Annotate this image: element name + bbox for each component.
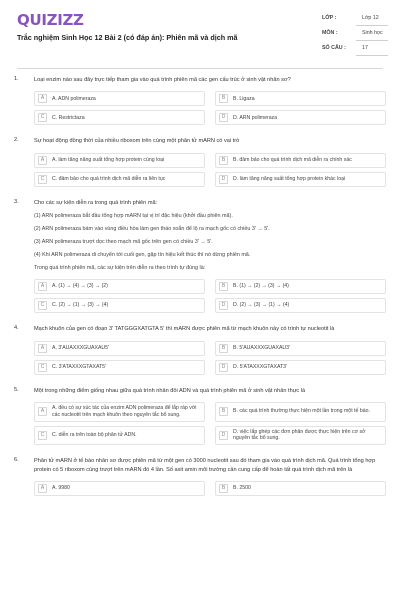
option-letter-box: B [219,94,228,103]
option-letter-box: D [219,301,228,310]
option-text: A. 3'AUAXXXGUAXAU5' [52,344,110,351]
question-text: Phân tử mARN ở tế bào nhân sơ được phiên mã từ một gen có 3000 nucleotit sau đó tham gia vào quá trình dịch mã. Quá trình tổng hợp protein có 5 riboxom cùng trượt trên mARN đó 4 lần. Số axit amin môi trường cần cung cấp để hoàn tất quá trình dịch mã trên là [34,458,376,473]
option-d[interactable] [215,360,386,375]
option-c[interactable] [34,110,205,125]
question-4 [14,325,386,374]
question-1 [14,76,386,125]
question-number: 4. [14,325,19,332]
option-text: D. 5'ATAXXXGTAXAT3' [233,363,288,370]
option-letter-box: C [38,363,47,372]
option-a[interactable] [34,153,205,168]
question-text: Sự hoạt động đồng thời của nhiều riboxom trên cùng một phân tử mARN có vai trò [34,138,240,145]
option-text: D. việc lắp ghép các đơn phân được thực hiện trên cơ sở nguyên tắc bổ sung. [233,428,366,442]
option-c[interactable] [34,360,205,375]
option-letter-box: A [38,156,47,165]
option-letter-box: A [38,344,47,353]
option-text: A. (1) → (4) → (3) → (2) [52,283,108,290]
option-b[interactable] [215,153,386,168]
question-prompt: Trong quá trình phiên mã, các sự kiện trên diễn ra theo trình tự đúng là: [34,265,206,272]
option-a[interactable] [34,279,205,294]
option-d[interactable] [215,172,386,187]
option-text: B. Ligaza [233,95,255,102]
option-d[interactable] [215,426,386,446]
event-statement: (1) ARN polimeraza bắt đầu tổng hợp mARN tại vị trí đặc hiệu (khởi đầu phiên mã). [34,213,233,220]
page-title: Trắc nghiệm Sinh Học 12 Bài 2 (có đáp án): Phiên mã và dịch mã [17,33,238,42]
question-text: Mạch khuôn của gen có đoạn 3' TATGGGXATGTA 5' thì mARN được phiên mã từ mạch khuôn này có trình tự nucleotit là [34,326,335,333]
event-statement: (2) ARN polimeraza bám vào vùng điều hòa làm gen tháo xoắn để lộ ra mạch gốc có chiều 3' → 5'. [34,226,270,233]
option-d[interactable] [215,110,386,125]
question-5 [14,387,386,446]
question-text: Loại enzim nào sau đây trực tiếp tham gia vào quá trình phiên mã các gen cấu trúc ở sinh vật nhân sơ? [34,77,291,83]
question-3 [14,199,386,313]
option-text: A. đều có sự xúc tác của enzim ADN polimeraza để lắp ráp với các nucleotit trên mạch khuôn theo nguyên tắc bổ sung. [52,405,197,418]
option-letter-box: B [219,344,228,353]
meta-value: Lớp 12 [362,15,379,21]
question-number: 5. [14,386,19,393]
option-letter-box: A [38,282,47,291]
option-b[interactable] [215,279,386,294]
option-text: D. (2) → (3) → (1) → (4) [233,302,290,309]
meta-underline [356,55,388,56]
answer-options [34,402,386,445]
answer-options [34,91,386,125]
option-letter-box: D [219,431,228,440]
question-text: Cho các sự kiện diễn ra trong quá trình phiên mã: [34,199,158,206]
meta-underline [356,40,388,41]
quizizz-logo: QUIZIZZ [17,11,84,29]
option-text: C. 3'ATAXXXGTAXAT5' [52,363,107,370]
meta-row-class [318,12,388,27]
option-d[interactable] [215,298,386,313]
option-text: A. 9980 [52,485,70,492]
meta-label: SỐ CÂU : [322,45,346,51]
option-letter-box: A [38,94,47,103]
question-number: 3. [14,198,19,205]
meta-underline [356,25,388,26]
option-b[interactable] [215,341,386,356]
option-b[interactable] [215,91,386,106]
option-a[interactable] [34,402,205,422]
option-text: A. ADN polimeraza [52,95,96,102]
question-number: 1. [14,76,19,82]
answer-options [34,481,386,496]
meta-label: MÔN : [322,30,338,36]
option-c[interactable] [34,426,205,446]
question-number: 2. [14,137,19,144]
header-divider [17,68,383,69]
option-a[interactable] [34,481,205,496]
option-a[interactable] [34,91,205,106]
question-list [0,76,400,508]
option-letter-box: A [38,407,47,416]
option-letter-box: C [38,175,47,184]
meta-label: LỚP : [322,15,337,21]
meta-value: Sinh học [362,30,383,36]
option-text: C. (2) → (1) → (3) → (4) [52,302,109,309]
answer-options [34,153,386,187]
option-text: B. đảm bảo cho quá trình dịch mã diễn ra chính xác [233,156,352,163]
question-6 [14,457,386,496]
option-text: C. đảm bảo cho quá trình dịch mã diễn ra liên tục [52,175,166,182]
option-text: D. làm tăng năng suất tổng hợp protein khác loại [233,175,346,182]
option-letter-box: D [219,113,228,122]
option-letter-box: C [38,113,47,122]
option-text: B. 5'AUAXXXGUAXAU3' [233,344,291,351]
option-letter-box: B [219,407,228,416]
option-text: B. (1) → (2) → (3) → (4) [233,283,289,290]
option-text: D. ARN polimeraza [233,114,278,121]
option-letter-box: B [219,156,228,165]
option-letter-box: B [219,282,228,291]
meta-row-question-count [318,42,388,57]
question-text: Một trong những điểm giống nhau giữa quá trình nhân đôi ADN và quá trình phiên mã ở sinh vật nhân thực là [34,387,306,394]
option-letter-box: D [219,175,228,184]
option-text: C. diễn ra trên toàn bộ phân tử ADN. [52,432,137,439]
option-text: C. Restrictaza [52,114,85,121]
event-statement: (3) ARN polimeraza trượt dọc theo mạch mã gốc trên gen có chiều 3' → 5'. [34,239,213,246]
event-statement: (4) Khi ARN polimeraza di chuyển tới cuối gen, gặp tín hiệu kết thúc thì nó dừng phiên mã. [34,252,251,259]
option-letter-box: C [38,431,47,440]
option-letter-box: B [219,484,228,493]
meta-box [318,12,388,57]
option-letter-box: A [38,484,47,493]
meta-row-subject [318,27,388,42]
answer-options [34,279,386,313]
option-letter-box: C [38,301,47,310]
option-c[interactable] [34,172,205,187]
option-b[interactable] [215,481,386,496]
option-a[interactable] [34,341,205,356]
answer-options [34,341,386,375]
question-2 [14,137,386,186]
option-text: B. 2500 [233,485,251,492]
meta-value: 17 [362,45,368,51]
option-b[interactable] [215,402,386,422]
option-text: B. các quá trình thường thực hiện một lần trong một tế bào. [233,408,370,415]
worksheet-header [0,0,400,70]
option-text: A. làm tăng năng suất tổng hợp protein cùng loại [52,156,165,163]
option-c[interactable] [34,298,205,313]
question-number: 6. [14,457,19,464]
option-letter-box: D [219,363,228,372]
